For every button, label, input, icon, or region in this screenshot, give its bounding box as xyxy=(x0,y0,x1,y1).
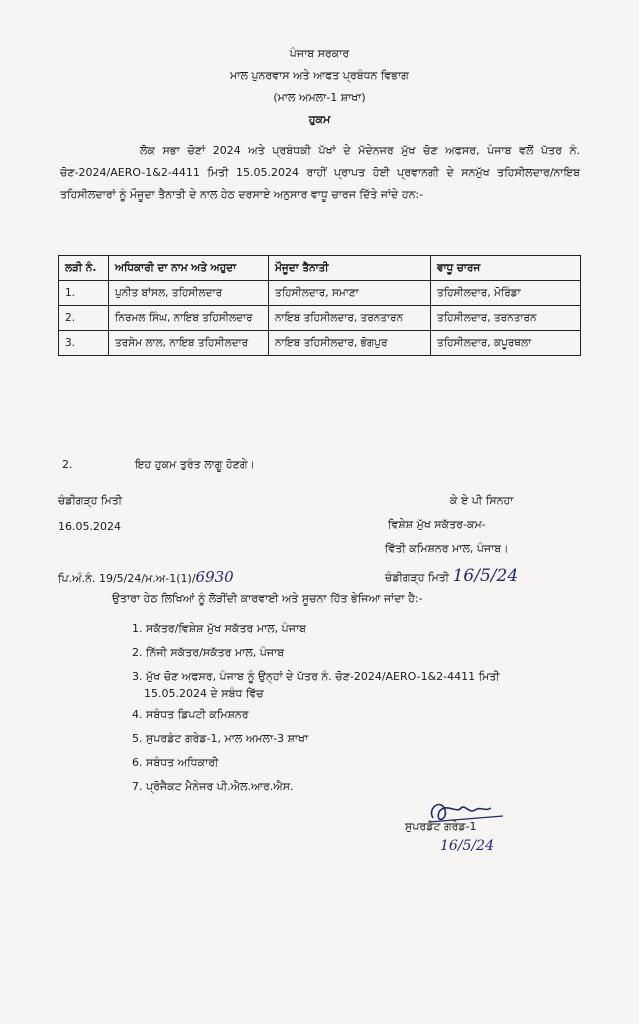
cell-serial: 2. xyxy=(59,306,109,331)
list-item-text: ਮੁੱਖ ਚੋਣ ਅਫਸਰ, ਪੰਜਾਬ ਨੂੰ ਉਨ੍ਹਾਂ ਦੇ ਪੱਤਰ ਨੰ. ਚੋਣ-2024/AERO-1&2-4411 ਮਿਤੀ xyxy=(146,670,500,683)
body-paragraph-text: ਲੋਕ ਸਭਾ ਚੋਣਾਂ 2024 ਅਤੇ ਪ੍ਰਬੰਧਕੀ ਪੱਖਾਂ ਦੇ ਮੱਦੇਨਜਰ ਮੁੱਖ ਚੋਣ ਅਫਸਰ, ਪੰਜਾਬ ਵਲੋਂ ਪੱਤਰ ਨੰ. ਚੋਣ-2024/AERO-1&2-4411 ਮਿਤੀ 15.05.2024 ਰਾਹੀਂ ਪ੍ਰਾਪਤ ਹੋਈ ਪ੍ਰਵਾਨਗੀ ਦੇ ਸਨਮੁੱਖ ਤਹਿਸੀਲਦਾਰ/ਨਾਇਬ ਤਹਿਸੀਲਦਾਰਾਂ ਨੂੰ ਮੌਜੂਦਾ ਤੈਨਾਤੀ ਦੇ ਨਾਲ ਹੇਠ ਦਰਸਾਏ ਅਨੁਸਾਰ ਵਾਧੂ ਚਾਰਜ ਦਿੱਤੇ ਜਾਂਦੇ ਹਨ:- xyxy=(60,144,580,201)
transfer-table xyxy=(58,255,581,356)
document-title: ਹੁਕਮ xyxy=(308,113,331,126)
department-name: ਮਾਲ ਪੁਨਰਵਾਸ ਅਤੇ ਆਫਤ ਪ੍ਰਬੰਧਨ ਵਿਭਾਗ xyxy=(230,69,409,82)
list-item-continuation: 15.05.2024 ਦੇ ਸਬੰਧ ਵਿੱਚ xyxy=(144,687,264,700)
endorsement-number-label: ਪਿ.ਅੰ.ਨੰ. 19/5/24/ਮ.ਅ-1(1)/ xyxy=(58,572,196,585)
point-2-text: ਇਹ ਹੁਕਮ ਤੁਰੰਤ ਲਾਗੂ ਹੋਣਗੇ। xyxy=(135,458,255,471)
cell-charge: ਤਹਿਸੀਲਦਾਰ, ਤਰਨਤਾਰਨ xyxy=(431,306,581,331)
table-row xyxy=(59,306,581,331)
cell-posting: ਨਾਇਬ ਤਹਿਸੀਲਦਾਰ, ਭੋਗਪੁਰ xyxy=(269,331,431,356)
place-date-label: ਚੰਡੀਗੜ੍ਹ ਮਿਤੀ xyxy=(58,494,123,507)
list-item-text: ਸਕੱਤਰ/ਵਿਸ਼ੇਸ਼ ਮੁੱਖ ਸਕੱਤਰ ਮਾਲ, ਪੰਜਾਬ xyxy=(146,622,306,635)
copy-intro: ਉਤਾਰਾ ਹੇਠ ਲਿਖਿਆਂ ਨੂੰ ਲੋੜੀਂਦੀ ਕਾਰਵਾਈ ਅਤੇ ਸੂਚਨਾ ਹਿੱਤ ਭੇਜਿਆ ਜਾਂਦਾ ਹੈ:- xyxy=(112,592,423,605)
endorsement-date xyxy=(385,566,518,586)
list-item-number: 5. xyxy=(132,732,143,745)
list-item-number: 2. xyxy=(132,646,143,659)
list-item-number: 1. xyxy=(132,622,143,635)
endorsement-date-handwritten: 16/5/24 xyxy=(452,566,519,586)
list-item-text: ਸੁਪਰਡੰਟ ਗਰੇਡ-1, ਮਾਲ ਅਮਲਾ-3 ਸ਼ਾਖਾ xyxy=(146,732,309,745)
body-paragraph xyxy=(60,140,580,206)
copy-list xyxy=(132,617,592,799)
list-item-number: 4. xyxy=(132,708,143,721)
signatory-designation-1: ਵਿਸ਼ੇਸ਼ ਮੁੱਖ ਸਕੱਤਰ-ਕਮ- xyxy=(388,518,486,531)
cell-serial: 1. xyxy=(59,281,109,306)
list-item-number: 7. xyxy=(132,780,143,793)
header-officer: ਅਧਿਕਾਰੀ ਦਾ ਨਾਮ ਅਤੇ ਅਹੁਦਾ xyxy=(109,256,269,281)
list-item xyxy=(132,641,592,665)
cell-posting: ਨਾਇਬ ਤਹਿਸੀਲਦਾਰ, ਤਰਨਤਾਰਨ xyxy=(269,306,431,331)
list-item-text: ਪ੍ਰੋਜੈਕਟ ਮੈਨੇਜਰ ਪੀ.ਐਲ.ਆਰ.ਐਸ. xyxy=(146,780,294,793)
header-serial: ਲੜੀ ਨੰ. xyxy=(59,256,109,281)
list-item-number: 3. xyxy=(132,670,143,683)
list-item-number: 6. xyxy=(132,756,143,769)
order-date: 16.05.2024 xyxy=(58,520,121,533)
list-item xyxy=(132,617,592,641)
list-item xyxy=(132,751,592,775)
table-header-row xyxy=(59,256,581,281)
table-row xyxy=(59,331,581,356)
header-posting: ਮੌਜੂਦਾ ਤੈਨਾਤੀ xyxy=(269,256,431,281)
list-item-text: ਸਬੰਧਤ ਅਧਿਕਾਰੀ xyxy=(146,756,219,769)
endorsement-number-handwritten: 6930 xyxy=(195,568,234,586)
point-2-number: 2. xyxy=(62,458,73,471)
list-item-text: ਨਿੱਜੀ ਸਕੱਤਰ/ਸਕੱਤਰ ਮਾਲ, ਪੰਜਾਬ xyxy=(146,646,285,659)
header-charge: ਵਾਧੂ ਚਾਰਜ xyxy=(431,256,581,281)
cell-officer: ਨਿਰਮਲ ਸਿੰਘ, ਨਾਇਬ ਤਹਿਸੀਲਦਾਰ xyxy=(109,306,269,331)
cell-serial: 3. xyxy=(59,331,109,356)
list-item xyxy=(132,727,592,751)
superintendent-handwritten-date: 16/5/24 xyxy=(440,838,494,854)
cell-posting: ਤਹਿਸੀਲਦਾਰ, ਸਮਾਣਾ xyxy=(269,281,431,306)
cell-officer: ਪੁਨੀਤ ਬਾਂਸਲ, ਤਹਿਸੀਲਦਾਰ xyxy=(109,281,269,306)
superintendent-label: ਸੁਪਰਡੰਟ ਗਰੇਡ-1 xyxy=(405,820,477,833)
endorsement-number xyxy=(58,568,234,586)
list-item xyxy=(132,665,592,703)
signatory-name: ਕੇ ਏ ਪੀ ਸਿਨਹਾ xyxy=(450,494,514,507)
government-name: ਪੰਜਾਬ ਸਰਕਾਰ xyxy=(289,47,350,60)
table-row xyxy=(59,281,581,306)
cell-charge: ਤਹਿਸੀਲਦਾਰ, ਮੋਰਿੰਡਾ xyxy=(431,281,581,306)
cell-officer: ਤਰਸੇਮ ਲਾਲ, ਨਾਇਬ ਤਹਿਸੀਲਦਾਰ xyxy=(109,331,269,356)
cell-charge: ਤਹਿਸੀਲਦਾਰ, ਕਪੂਰਥਲਾ xyxy=(431,331,581,356)
list-item xyxy=(132,775,592,799)
list-item-text: ਸਬੰਧਤ ਡਿਪਟੀ ਕਮਿਸ਼ਨਰ xyxy=(146,708,249,721)
list-item xyxy=(132,703,592,727)
signatory-designation-2: ਵਿੱਤੀ ਕਮਿਸ਼ਨਰ ਮਾਲ, ਪੰਜਾਬ। xyxy=(385,542,509,555)
branch-name: (ਮਾਲ ਅਮਲਾ-1 ਸ਼ਾਖਾ) xyxy=(273,91,366,104)
endorsement-date-label: ਚੰਡੀਗੜ੍ਹ ਮਿਤੀ xyxy=(385,571,450,584)
